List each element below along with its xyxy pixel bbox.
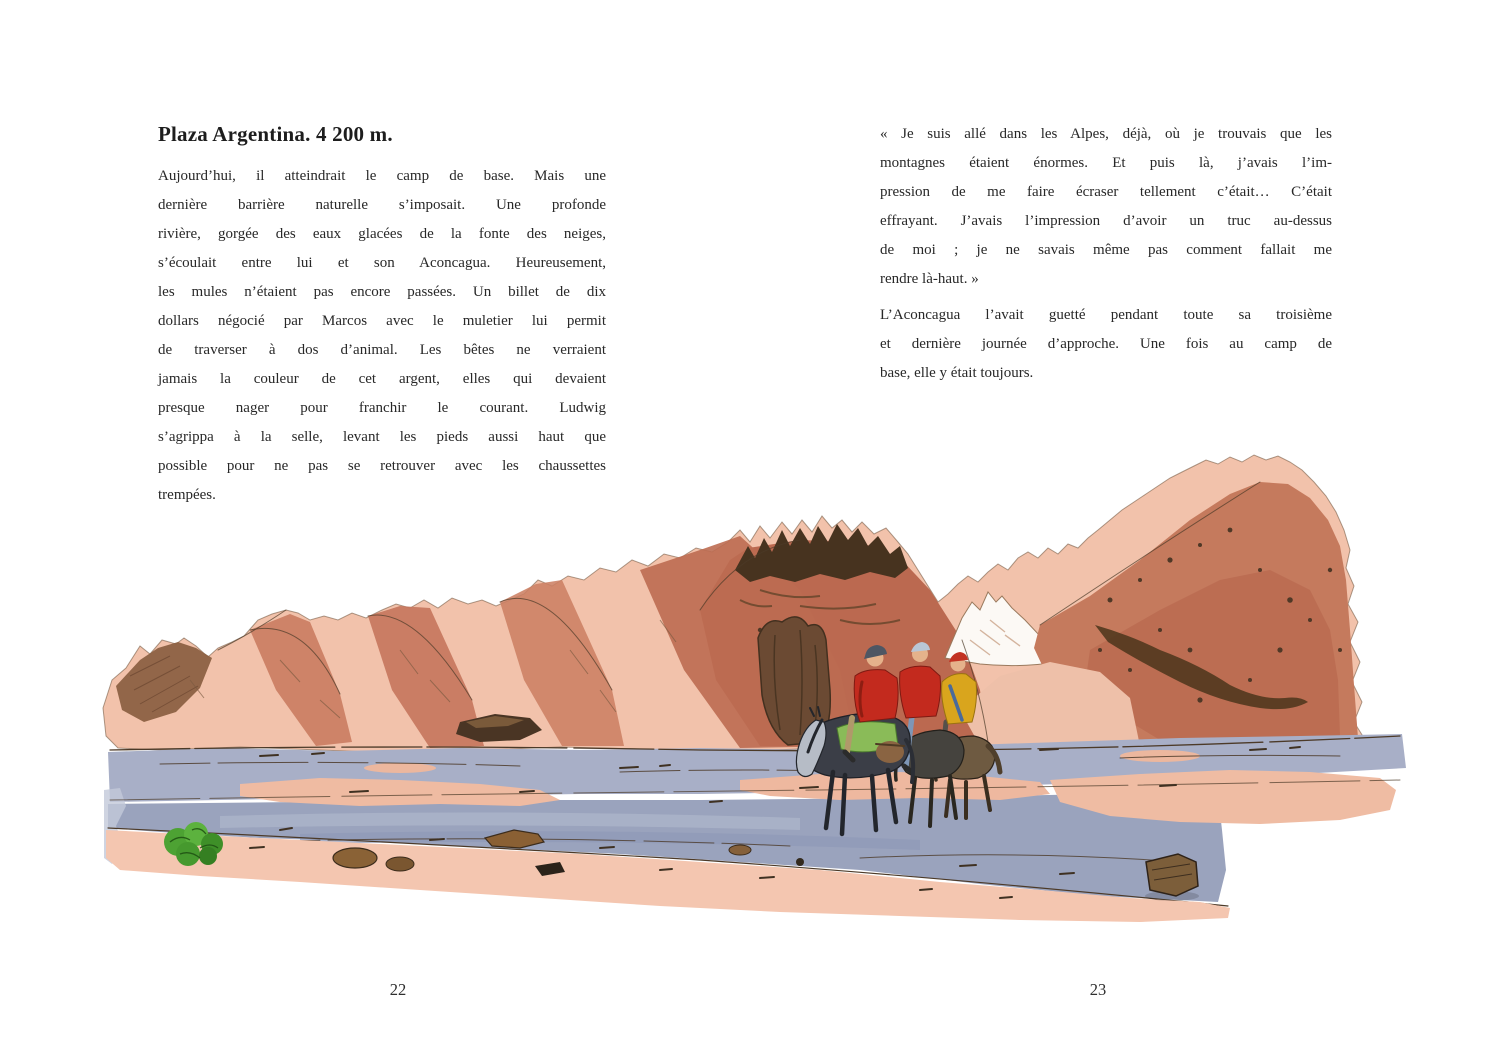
section-heading: Plaza Argentina. 4 200 m. [158,122,393,146]
text-line: dernière barrière naturelle s’imposait. Une profonde [158,197,606,213]
right-paragraph [880,301,1332,388]
text-line: s’écoulait entre lui et son Aconcagua. Heureusement, [158,255,606,271]
text-line: de moi ; je ne savais même pas comment fallait me [880,242,1332,258]
text-line: « Je suis allé dans les Alpes, déjà, où je trouvais que les [880,126,1332,142]
text-line: rendre là-haut. » [880,271,979,287]
text-line: possible pour ne pas se retrouver avec les chaussettes [158,458,606,474]
text-line: de traverser à dos d’animal. Les bêtes ne verraient [158,342,606,358]
text-line: pression de me faire écraser tellement c’était… C’était [880,184,1332,200]
watercolor-illustration [100,450,1410,950]
text-line: s’agrippa à la selle, levant les pieds aussi haut que [158,429,606,445]
text-line: dollars négocié par Marcos avec le muletier lui permit [158,313,606,329]
boulder [1145,854,1199,901]
text-line: montagnes étaient énormes. Et puis là, j’avais l’im- [880,155,1332,171]
page-number-left: 22 [389,980,407,999]
text-line: rivière, gorgée des eaux glacées de la fonte des neiges, [158,226,606,242]
text-line: effrayant. J’avais l’impression d’avoir un truc au-dessus [880,213,1332,229]
text-line: trempées. [158,487,216,503]
text-line: base, elle y était toujours. [880,365,1034,381]
text-line: Aujourd’hui, il atteindrait le camp de base. Mais une [158,168,606,184]
right-page-text [880,120,1332,388]
page-number-right: 23 [1089,980,1107,999]
mountain-range [103,455,1364,753]
quote-paragraph [880,120,1332,294]
text-line: presque nager pour franchir le courant. Ludwig [158,400,606,416]
text-line: jamais la couleur de cet argent, elles qui devaient [158,371,606,387]
text-line: et dernière journée d’approche. Une fois au camp de [880,336,1332,352]
text-line: L’Aconcagua l’avait guetté pendant toute sa troisième [880,307,1332,323]
text-line: les mules n’étaient pas encore passées. Un billet de dix [158,284,606,300]
